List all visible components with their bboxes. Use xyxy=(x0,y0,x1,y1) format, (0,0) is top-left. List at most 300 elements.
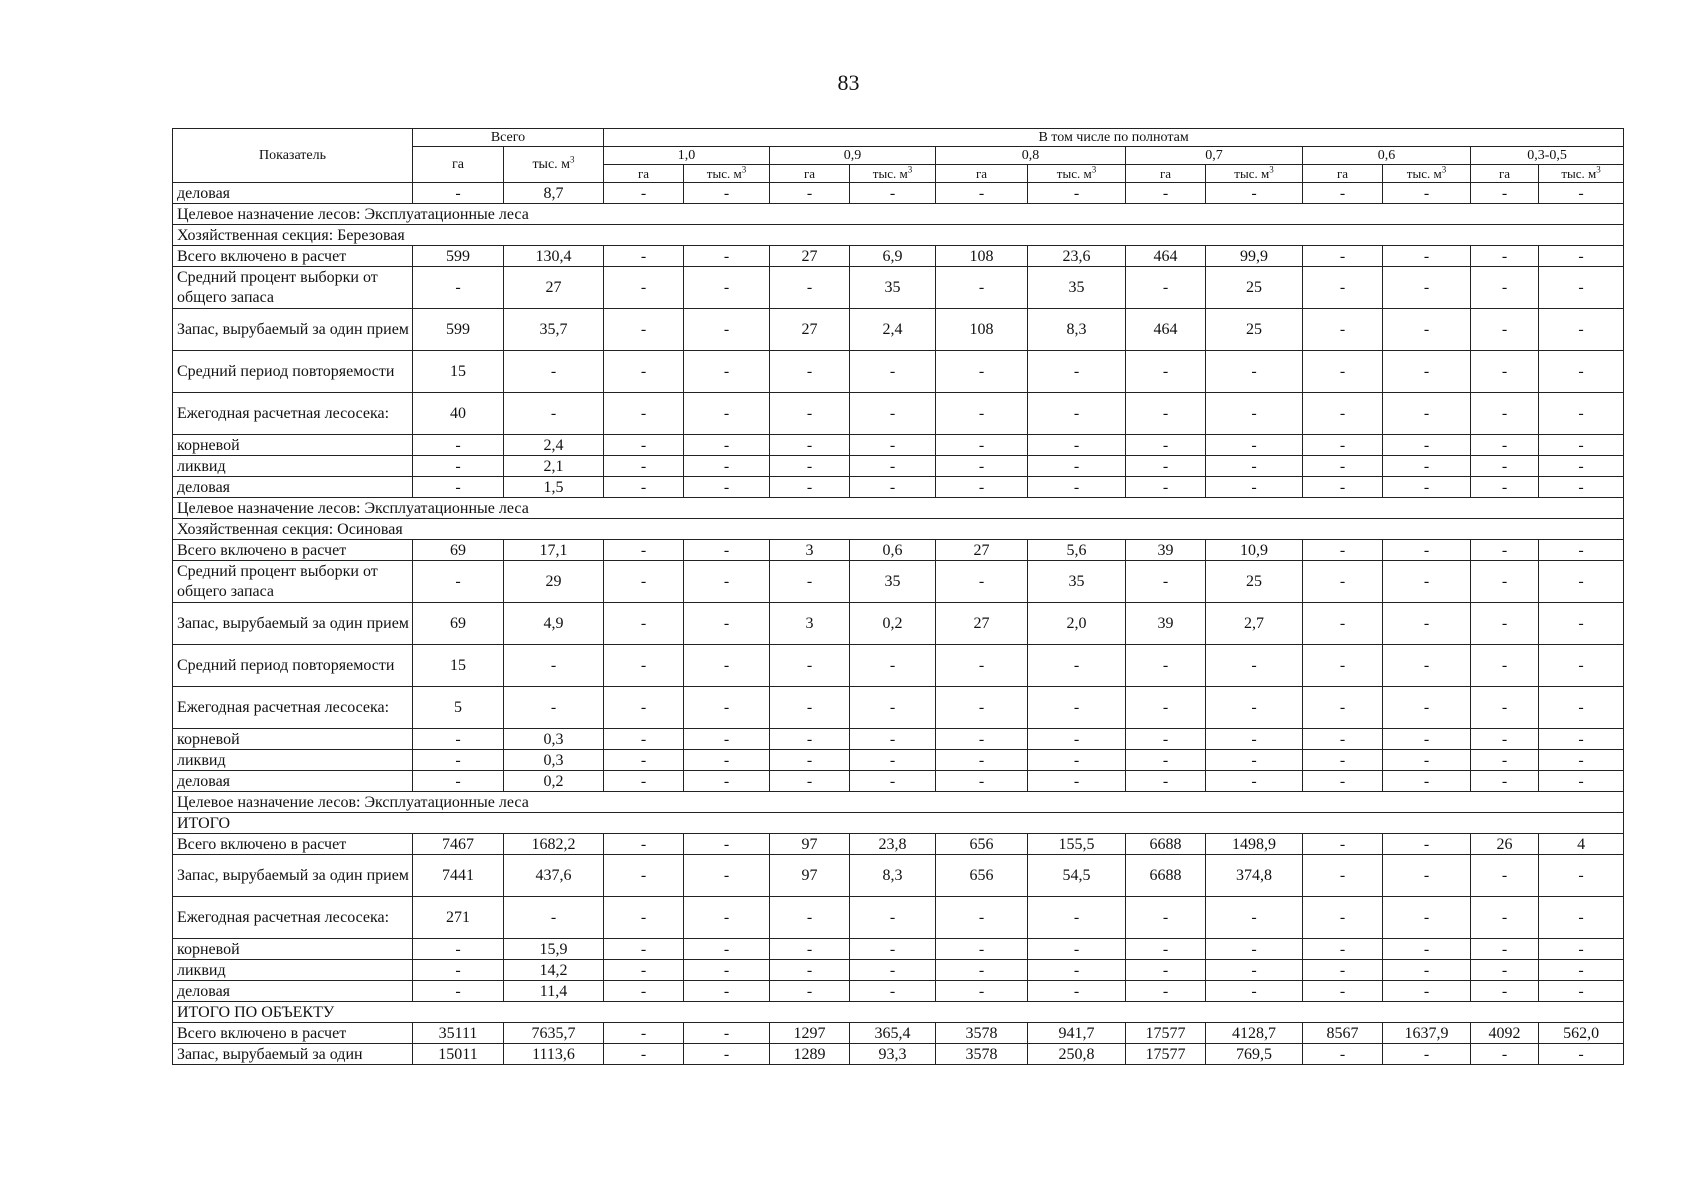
table-cell: 271 xyxy=(413,897,504,939)
table-cell: - xyxy=(1126,939,1206,960)
table-cell: - xyxy=(1471,855,1539,897)
table-cell: - xyxy=(604,246,684,267)
table-cell: - xyxy=(936,687,1028,729)
table-cell: - xyxy=(1126,267,1206,309)
table-cell: - xyxy=(1383,897,1471,939)
table-cell: 3578 xyxy=(936,1023,1028,1044)
table-cell: - xyxy=(604,351,684,393)
table-cell: - xyxy=(850,897,936,939)
table-cell: - xyxy=(770,183,850,204)
table-cell: 97 xyxy=(770,855,850,897)
table-cell: 39 xyxy=(1126,603,1206,645)
table-cell: 25 xyxy=(1206,309,1303,351)
table-cell: - xyxy=(413,456,504,477)
row-label: корневой xyxy=(173,939,413,960)
table-cell: - xyxy=(1383,267,1471,309)
table-cell: - xyxy=(1303,981,1383,1002)
table-cell: - xyxy=(684,1044,770,1065)
table-row xyxy=(173,456,1624,477)
table-cell: - xyxy=(770,435,850,456)
row-label: деловая xyxy=(173,771,413,792)
table-cell: - xyxy=(684,435,770,456)
table-row xyxy=(173,393,1624,435)
section-row xyxy=(173,519,1624,540)
table-cell: - xyxy=(1303,645,1383,687)
table-cell: - xyxy=(1303,435,1383,456)
header-unit-ha: га xyxy=(1471,165,1539,183)
table-cell: - xyxy=(413,750,504,771)
table-cell: - xyxy=(936,267,1028,309)
table-cell: - xyxy=(1126,561,1206,603)
table-cell: 1,5 xyxy=(504,477,604,498)
table-cell: - xyxy=(936,393,1028,435)
table-cell: - xyxy=(850,393,936,435)
table-row xyxy=(173,267,1624,309)
table-cell: 54,5 xyxy=(1028,855,1126,897)
table-cell: 2,1 xyxy=(504,456,604,477)
table-cell: - xyxy=(1126,456,1206,477)
table-cell: 15 xyxy=(413,351,504,393)
header-by-density: В том числе по полнотам xyxy=(604,129,1624,147)
section-label: Целевое назначение лесов: Эксплуатационные леса xyxy=(173,498,1624,519)
table-cell: - xyxy=(1206,897,1303,939)
table-cell: - xyxy=(1126,750,1206,771)
table-cell: 1297 xyxy=(770,1023,850,1044)
table-cell: - xyxy=(1303,603,1383,645)
row-label: Запас, вырубаемый за один прием xyxy=(173,603,413,645)
table-cell: 8,7 xyxy=(504,183,604,204)
row-label: деловая xyxy=(173,981,413,1002)
section-label: Целевое назначение лесов: Эксплуатационные леса xyxy=(173,204,1624,225)
header-unit-vol: тыс. $м^3$ xyxy=(1383,165,1471,183)
header-unit-ha: га xyxy=(936,165,1028,183)
table-cell: 29 xyxy=(504,561,604,603)
table-cell: 2,7 xyxy=(1206,603,1303,645)
table-cell: - xyxy=(1471,897,1539,939)
row-label: Всего включено в расчет xyxy=(173,834,413,855)
table-cell: - xyxy=(1539,960,1624,981)
table-cell: - xyxy=(1471,351,1539,393)
table-cell: - xyxy=(850,456,936,477)
table-cell: - xyxy=(604,1044,684,1065)
table-cell: - xyxy=(1539,183,1624,204)
table-cell: 374,8 xyxy=(1206,855,1303,897)
table-cell: - xyxy=(1539,309,1624,351)
table-cell: - xyxy=(604,771,684,792)
table-cell: - xyxy=(684,477,770,498)
header-density: 0,6 xyxy=(1303,147,1471,165)
table-cell: 27 xyxy=(504,267,604,309)
table-cell: 69 xyxy=(413,603,504,645)
table-cell: - xyxy=(684,1023,770,1044)
table-cell: - xyxy=(1539,477,1624,498)
table-cell: - xyxy=(1126,393,1206,435)
table-cell: - xyxy=(1303,834,1383,855)
table-cell: - xyxy=(1028,897,1126,939)
table-cell: - xyxy=(1471,561,1539,603)
table-cell: 656 xyxy=(936,855,1028,897)
row-label: Запас, вырубаемый за один xyxy=(173,1044,413,1065)
table-cell: - xyxy=(684,603,770,645)
table-cell: 599 xyxy=(413,309,504,351)
table-row xyxy=(173,834,1624,855)
table-cell: - xyxy=(1303,393,1383,435)
table-cell: - xyxy=(1126,435,1206,456)
table-cell: - xyxy=(850,939,936,960)
table-cell: 15011 xyxy=(413,1044,504,1065)
table-cell: - xyxy=(1303,540,1383,561)
table-cell: - xyxy=(413,960,504,981)
header-unit-vol: тыс. $м^3$ xyxy=(1539,165,1624,183)
table-cell: 130,4 xyxy=(504,246,604,267)
section-row xyxy=(173,1002,1624,1023)
table-cell: - xyxy=(1539,897,1624,939)
table-cell: 4 xyxy=(1539,834,1624,855)
table-cell: 5 xyxy=(413,687,504,729)
header-unit-vol: тыс. $м^3$ xyxy=(684,165,770,183)
table-cell: 6688 xyxy=(1126,834,1206,855)
table-cell: - xyxy=(936,960,1028,981)
table-cell: - xyxy=(604,834,684,855)
table-cell: - xyxy=(604,729,684,750)
table-row xyxy=(173,1023,1624,1044)
table-cell: 10,9 xyxy=(1206,540,1303,561)
table-cell: 15 xyxy=(413,645,504,687)
table-cell: - xyxy=(1383,750,1471,771)
table-cell: - xyxy=(684,855,770,897)
section-label: ИТОГО xyxy=(173,813,1624,834)
table-cell: 23,6 xyxy=(1028,246,1126,267)
table-cell: - xyxy=(936,477,1028,498)
table-cell: - xyxy=(1383,561,1471,603)
table-cell: 26 xyxy=(1471,834,1539,855)
table-cell: 0,3 xyxy=(504,729,604,750)
table-cell: 1682,2 xyxy=(504,834,604,855)
table-cell: 69 xyxy=(413,540,504,561)
table-cell: - xyxy=(850,981,936,1002)
table-cell: - xyxy=(1383,246,1471,267)
table-cell: 6688 xyxy=(1126,855,1206,897)
table-cell: 2,4 xyxy=(504,435,604,456)
row-label: ликвид xyxy=(173,960,413,981)
table-cell: 14,2 xyxy=(504,960,604,981)
table-cell: - xyxy=(1028,351,1126,393)
table-row xyxy=(173,1044,1624,1065)
table-cell: 97 xyxy=(770,834,850,855)
table-cell: 25 xyxy=(1206,267,1303,309)
table-cell: - xyxy=(1206,183,1303,204)
table-row xyxy=(173,939,1624,960)
table-row xyxy=(173,645,1624,687)
table-cell: - xyxy=(413,981,504,1002)
table-cell: - xyxy=(1126,981,1206,1002)
table-cell: 0,3 xyxy=(504,750,604,771)
table-cell: 35 xyxy=(850,267,936,309)
table-cell: - xyxy=(504,687,604,729)
table-cell: - xyxy=(684,897,770,939)
table-cell: - xyxy=(1028,750,1126,771)
table-cell: - xyxy=(684,561,770,603)
table-cell: 17577 xyxy=(1126,1044,1206,1065)
table-cell: - xyxy=(684,309,770,351)
table-cell: - xyxy=(1028,477,1126,498)
table-cell: - xyxy=(850,960,936,981)
header-total: Всего xyxy=(413,129,604,147)
table-cell: - xyxy=(1539,561,1624,603)
table-cell: - xyxy=(684,540,770,561)
table-cell: - xyxy=(936,435,1028,456)
header-total-ha: га xyxy=(413,147,504,183)
table-cell: - xyxy=(604,267,684,309)
table-cell: 8567 xyxy=(1303,1023,1383,1044)
table-cell: - xyxy=(1383,939,1471,960)
table-cell: - xyxy=(1471,309,1539,351)
table-cell: 11,4 xyxy=(504,981,604,1002)
table-cell: - xyxy=(604,1023,684,1044)
table-cell: 1289 xyxy=(770,1044,850,1065)
table-row xyxy=(173,603,1624,645)
table-cell: 941,7 xyxy=(1028,1023,1126,1044)
table-cell: - xyxy=(1539,981,1624,1002)
table-cell: 8,3 xyxy=(850,855,936,897)
table-row xyxy=(173,897,1624,939)
table-cell: - xyxy=(1383,351,1471,393)
table-cell: 599 xyxy=(413,246,504,267)
table-cell: - xyxy=(1539,855,1624,897)
table-cell: - xyxy=(1303,729,1383,750)
table-cell: - xyxy=(770,477,850,498)
section-row xyxy=(173,498,1624,519)
table-cell: - xyxy=(936,981,1028,1002)
table-cell: - xyxy=(1028,183,1126,204)
header-density: 1,0 xyxy=(604,147,770,165)
table-row xyxy=(173,477,1624,498)
table-cell: - xyxy=(604,603,684,645)
table-cell: - xyxy=(1383,435,1471,456)
table-cell: - xyxy=(1303,456,1383,477)
header-unit-ha: га xyxy=(770,165,850,183)
table-cell: - xyxy=(1126,897,1206,939)
table-cell: - xyxy=(1028,729,1126,750)
table-cell: 25 xyxy=(1206,561,1303,603)
table-cell: - xyxy=(604,435,684,456)
table-cell: - xyxy=(1383,393,1471,435)
table-cell: - xyxy=(770,456,850,477)
table-cell: 250,8 xyxy=(1028,1044,1126,1065)
table-cell: - xyxy=(413,771,504,792)
row-label: Всего включено в расчет xyxy=(173,246,413,267)
table-cell: 2,4 xyxy=(850,309,936,351)
table-cell: - xyxy=(1028,939,1126,960)
table-cell: - xyxy=(413,939,504,960)
table-cell: - xyxy=(770,750,850,771)
table-row xyxy=(173,540,1624,561)
table-cell: 155,5 xyxy=(1028,834,1126,855)
table-cell: - xyxy=(1471,939,1539,960)
table-cell: 4092 xyxy=(1471,1023,1539,1044)
table-cell: - xyxy=(850,687,936,729)
table-cell: - xyxy=(1206,393,1303,435)
table-cell: - xyxy=(1126,960,1206,981)
table-cell: - xyxy=(770,960,850,981)
table-cell: - xyxy=(684,456,770,477)
table-cell: 8,3 xyxy=(1028,309,1126,351)
table-cell: - xyxy=(604,897,684,939)
table-cell: - xyxy=(1028,435,1126,456)
table-cell: - xyxy=(1303,561,1383,603)
section-row xyxy=(173,813,1624,834)
header-density: 0,3-0,5 xyxy=(1471,147,1624,165)
table-cell: 769,5 xyxy=(1206,1044,1303,1065)
section-row xyxy=(173,792,1624,813)
table-cell: - xyxy=(1471,456,1539,477)
table-cell: - xyxy=(1471,960,1539,981)
table-row xyxy=(173,687,1624,729)
table-cell: - xyxy=(1126,771,1206,792)
table-cell: - xyxy=(684,981,770,1002)
table-cell: 40 xyxy=(413,393,504,435)
table-cell: 7635,7 xyxy=(504,1023,604,1044)
table-cell: - xyxy=(604,309,684,351)
table-cell: - xyxy=(413,561,504,603)
table-cell: - xyxy=(1303,897,1383,939)
table-cell: - xyxy=(1303,267,1383,309)
table-cell: - xyxy=(1028,981,1126,1002)
table-cell: - xyxy=(604,939,684,960)
table-cell: 7441 xyxy=(413,855,504,897)
table-row xyxy=(173,351,1624,393)
table-cell: - xyxy=(684,351,770,393)
table-cell: - xyxy=(1471,435,1539,456)
section-row xyxy=(173,225,1624,246)
table-cell: - xyxy=(1539,729,1624,750)
table-cell: - xyxy=(1383,1044,1471,1065)
table-cell: - xyxy=(936,771,1028,792)
table-cell: - xyxy=(1126,645,1206,687)
table-cell: - xyxy=(850,750,936,771)
table-cell: - xyxy=(604,540,684,561)
table-cell: - xyxy=(1539,687,1624,729)
table-row xyxy=(173,981,1624,1002)
table-cell: 35 xyxy=(1028,267,1126,309)
table-cell: - xyxy=(936,351,1028,393)
table-cell: - xyxy=(770,771,850,792)
table-cell: 27 xyxy=(770,246,850,267)
table-cell: - xyxy=(770,981,850,1002)
table-row xyxy=(173,435,1624,456)
table-cell: - xyxy=(1471,477,1539,498)
table-row xyxy=(173,729,1624,750)
table-cell: - xyxy=(1383,960,1471,981)
table-cell: - xyxy=(1303,183,1383,204)
table-cell: - xyxy=(1028,645,1126,687)
table-cell: - xyxy=(413,477,504,498)
table-cell: - xyxy=(1383,855,1471,897)
table-cell: - xyxy=(1471,540,1539,561)
table-cell: - xyxy=(1383,183,1471,204)
table-cell: 0,2 xyxy=(850,603,936,645)
table-cell: - xyxy=(1383,771,1471,792)
table-cell: - xyxy=(684,960,770,981)
table-cell: - xyxy=(1471,645,1539,687)
row-label: Ежегодная расчетная лесосека: xyxy=(173,687,413,729)
table-cell: - xyxy=(604,477,684,498)
table-cell: 464 xyxy=(1126,309,1206,351)
row-label: деловая xyxy=(173,477,413,498)
table-cell: - xyxy=(936,183,1028,204)
table-cell: - xyxy=(1383,456,1471,477)
table-cell: - xyxy=(1539,246,1624,267)
table-cell: - xyxy=(413,729,504,750)
table-cell: - xyxy=(936,645,1028,687)
table-row xyxy=(173,750,1624,771)
table-cell: - xyxy=(504,393,604,435)
table-cell: 2,0 xyxy=(1028,603,1126,645)
table-cell: - xyxy=(936,561,1028,603)
header-unit-vol: тыс. $м^3$ xyxy=(1206,165,1303,183)
table-cell: - xyxy=(604,750,684,771)
table-cell: - xyxy=(1539,939,1624,960)
row-label: Ежегодная расчетная лесосека: xyxy=(173,393,413,435)
table-cell: 23,8 xyxy=(850,834,936,855)
table-cell: - xyxy=(413,435,504,456)
table-cell: - xyxy=(1303,771,1383,792)
table-cell: - xyxy=(1539,603,1624,645)
table-cell: - xyxy=(1471,687,1539,729)
table-cell: 365,4 xyxy=(850,1023,936,1044)
table-cell: 99,9 xyxy=(1206,246,1303,267)
header-total-vol: тыс. $м^3$ xyxy=(504,147,604,183)
table-cell: - xyxy=(1471,393,1539,435)
table-cell: - xyxy=(684,645,770,687)
table-row xyxy=(173,771,1624,792)
table-cell: - xyxy=(1471,1044,1539,1065)
table-cell: - xyxy=(850,477,936,498)
table-cell: - xyxy=(1206,456,1303,477)
table-cell: - xyxy=(770,729,850,750)
table-cell: - xyxy=(770,897,850,939)
row-label: ликвид xyxy=(173,750,413,771)
section-label: Хозяйственная секция: Березовая xyxy=(173,225,1624,246)
row-label: Средний период повторяемости xyxy=(173,645,413,687)
table-cell: 35111 xyxy=(413,1023,504,1044)
row-label: Запас, вырубаемый за один прием xyxy=(173,855,413,897)
table-cell: 3578 xyxy=(936,1044,1028,1065)
table-cell: - xyxy=(684,729,770,750)
header-indicator: Показатель xyxy=(173,129,413,183)
table-cell: 4,9 xyxy=(504,603,604,645)
table-row xyxy=(173,960,1624,981)
table-cell: - xyxy=(936,729,1028,750)
table-cell: 1498,9 xyxy=(1206,834,1303,855)
table-cell: - xyxy=(684,267,770,309)
table-cell: - xyxy=(604,645,684,687)
table-cell: 93,3 xyxy=(850,1044,936,1065)
table-cell: - xyxy=(770,351,850,393)
table-cell: - xyxy=(1383,687,1471,729)
table-cell: - xyxy=(1206,477,1303,498)
table-cell: 17577 xyxy=(1126,1023,1206,1044)
table-cell: - xyxy=(1126,477,1206,498)
table-cell: - xyxy=(1383,729,1471,750)
section-label: ИТОГО ПО ОБЪЕКТУ xyxy=(173,1002,1624,1023)
table-cell: - xyxy=(1028,687,1126,729)
table-cell: - xyxy=(684,246,770,267)
table-cell: 35 xyxy=(1028,561,1126,603)
table-cell: 1113,6 xyxy=(504,1044,604,1065)
table-cell: - xyxy=(770,687,850,729)
table-cell: - xyxy=(850,729,936,750)
